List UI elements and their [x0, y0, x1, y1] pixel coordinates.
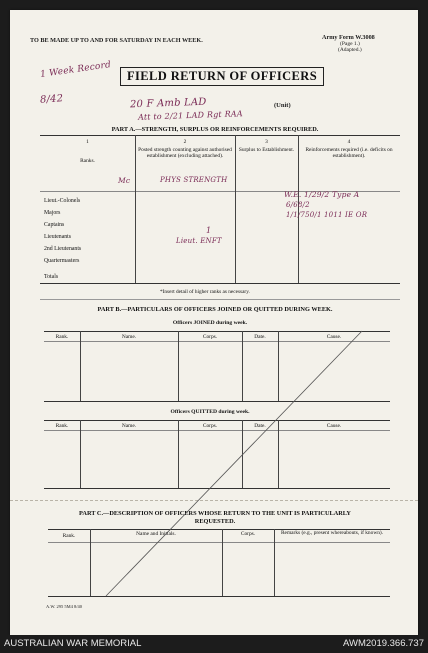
- handwritten-date: 8/42: [39, 93, 64, 106]
- col-header-reinforcements: Reinforcements required (i.e. deficits on establishment).: [305, 147, 393, 159]
- form-id: Army Form W.3008: [322, 34, 375, 41]
- col-number-3: 3: [265, 139, 268, 145]
- quitted-col-cause: Cause.: [326, 423, 342, 429]
- form-page-number: (Page 1.): [340, 41, 360, 47]
- col-number-4: 4: [347, 139, 351, 145]
- footer-accession-number: AWM2019.366.737: [343, 638, 424, 649]
- form-adapted: (Adapted.): [338, 47, 362, 53]
- part-a-footnote: *Insert detail of higher ranks as necessary.: [160, 289, 250, 295]
- quitted-col-name: Name.: [121, 423, 137, 429]
- part-c-heading-line1: PART C.—DESCRIPTION OF OFFICERS WHOSE RETURN TO THE UNIT IS PARTICULARLY: [79, 510, 351, 517]
- quitted-col-corps: Corps.: [202, 423, 218, 429]
- handwritten-unit-line1: 20 F Amb LAD: [129, 96, 207, 111]
- joined-col-name: Name.: [121, 334, 137, 340]
- part-c-col-remarks: Remarks (e.g., present whereabouts, if known).: [280, 530, 384, 536]
- col-header-ranks: Ranks.: [80, 158, 95, 164]
- part-c-col-corps: Corps.: [240, 531, 256, 537]
- joined-col-date: Date.: [254, 334, 266, 340]
- col-header-surplus: Surplus to Establishment.: [238, 147, 295, 153]
- joined-col-cause: Cause.: [326, 334, 342, 340]
- handwritten-lieut-count: 1: [206, 226, 212, 235]
- unit-label: (Unit): [274, 102, 291, 109]
- handwritten-rank-note: Mc: [118, 176, 131, 185]
- col-number-1: 1: [86, 139, 89, 145]
- col-number-2: 2: [183, 139, 187, 145]
- rank-2nd-lieutenants: 2nd Lieutenants: [44, 246, 82, 252]
- part-c-col-name: Name and Initials.: [136, 531, 176, 537]
- quitted-col-rank: Rank.: [55, 423, 69, 429]
- handwritten-posted-strength: PHYS STRENGTH: [160, 176, 228, 184]
- handwritten-reinforcements-1: W.E. 1/29/2 Type A: [284, 190, 360, 199]
- totals-label: Totals: [44, 274, 59, 280]
- form-instruction: TO BE MADE UP TO AND FOR SATURDAY IN EACH WEEK.: [30, 37, 203, 44]
- rank-captains: Captains: [44, 222, 65, 228]
- rank-lieut-colonels: Lieut.-Colonels: [44, 198, 81, 204]
- handwritten-lieut-rank: Lieut. ENFT: [176, 237, 222, 245]
- form-title: FIELD RETURN OF OFFICERS: [120, 67, 324, 86]
- part-c-heading-line2: REQUESTED.: [194, 518, 236, 525]
- form-page: [10, 10, 418, 635]
- rank-majors: Majors: [44, 210, 61, 216]
- footer-institution: AUSTRALIAN WAR MEMORIAL: [4, 638, 142, 649]
- part-c-col-rank: Rank.: [62, 533, 76, 539]
- diagonal-strike-line: [10, 10, 418, 635]
- printer-mark: A.W. 295 5M4 8/40: [46, 604, 82, 609]
- part-b-heading: PART B.—PARTICULARS OF OFFICERS JOINED OR QUITTED DURING WEEK.: [97, 306, 333, 313]
- handwritten-corner-note: 1 Week Record: [39, 60, 112, 80]
- joined-title: Officers JOINED during week.: [172, 320, 248, 326]
- part-a-heading: PART A.—STRENGTH, SURPLUS OR REINFORCEMENTS REQUIRED.: [111, 126, 319, 133]
- quitted-col-date: Date.: [254, 423, 266, 429]
- rank-lieutenants: Lieutenants: [44, 234, 72, 240]
- handwritten-reinforcements-3: 1/1/750/1 1011 IE OR: [286, 211, 368, 219]
- handwritten-reinforcements-2: 6/68/2: [286, 201, 310, 209]
- rank-quartermasters: Quartermasters: [44, 258, 80, 264]
- archive-footer: [0, 635, 428, 653]
- joined-col-corps: Corps.: [202, 334, 218, 340]
- handwritten-unit-line2: Att to 2/21 LAD Rgt RAA: [137, 109, 243, 122]
- col-header-posted: Posted strength counting against authorised establishment (excluding attached).: [138, 147, 232, 159]
- joined-col-rank: Rank.: [55, 334, 69, 340]
- quitted-title: Officers QUITTED during week.: [170, 409, 250, 415]
